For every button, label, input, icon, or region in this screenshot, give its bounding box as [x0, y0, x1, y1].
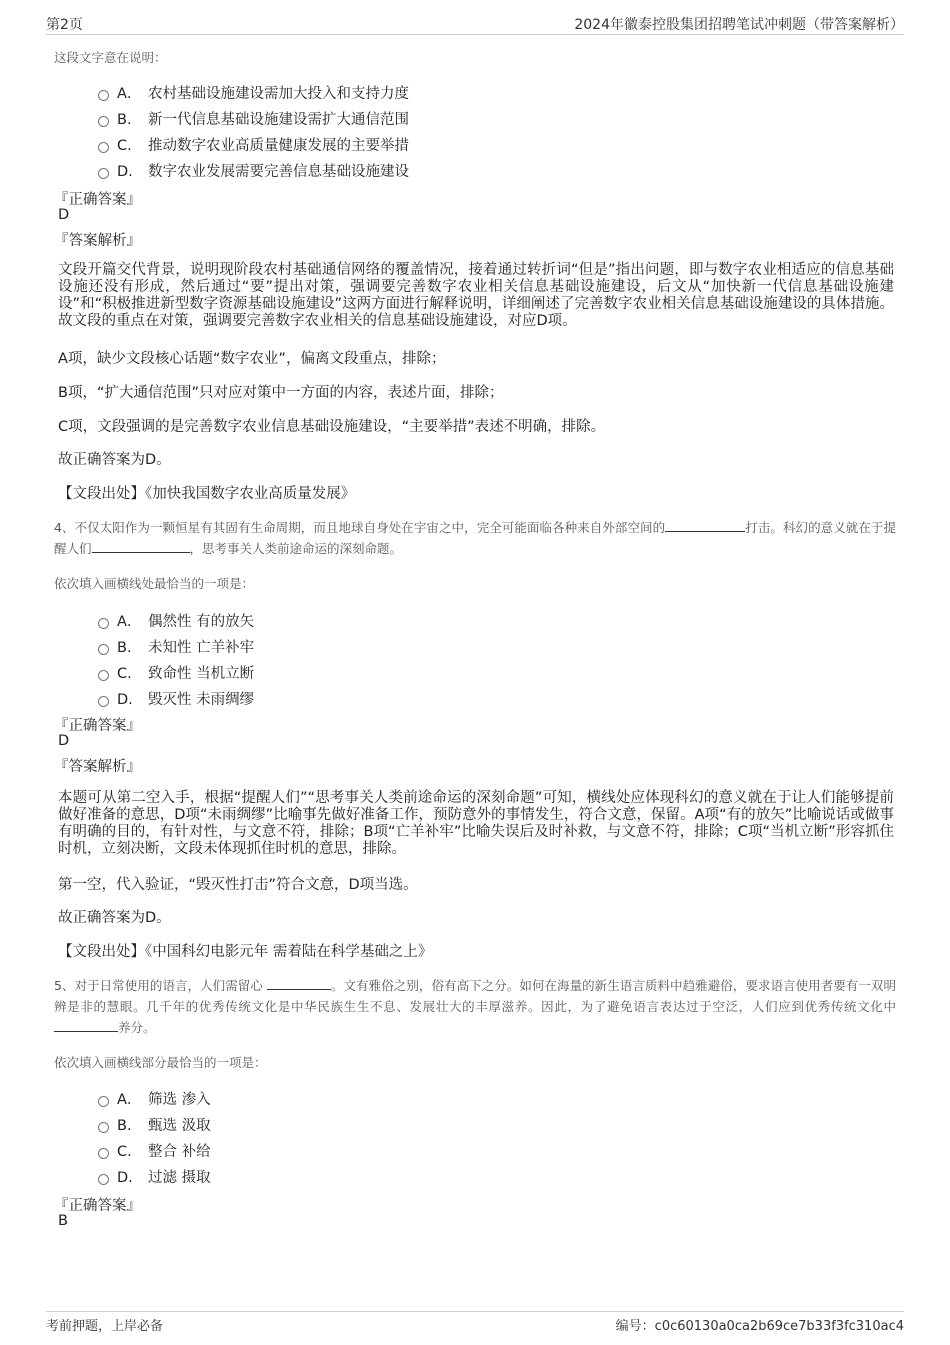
q4-analysis-label: 『答案解析』: [54, 759, 141, 775]
q3-analysis-paragraph: 文段开篇交代背景，说明现阶段农村基础通信网络的覆盖情况，接着通过转折词“但是”指出问题，即与数字农业相适应的信息基础设施还没有形成，然后通过“要”提出对策，强调要完善数字农业相关信息基础设施建设，后文从“加快新一代信息基础设施建设”和“积极推进新型数字资源基础设施建设”这两方面进行解释说明，详细阐述了完善数字农业相关信息基础设施建设的具体措施。故文段的重点在对策，强调要完善数字农业相关的信息基础设施建设，对应D项。: [58, 262, 894, 329]
q5-answer-label: 『正确答案』: [54, 1198, 141, 1214]
radio-icon[interactable]: [98, 618, 109, 629]
q4-option-a[interactable]: A． 偶然性 有的放矢: [98, 610, 254, 631]
fill-blank: [267, 977, 331, 990]
q4-analysis-paragraph: 故正确答案为D。: [58, 910, 171, 926]
radio-icon[interactable]: [98, 1122, 109, 1133]
q4-option-d[interactable]: D. 毁灭性 未雨绸缪: [98, 688, 254, 709]
q3-option-d[interactable]: D. 数字农业发展需要完善信息基础设施建设: [98, 160, 409, 181]
fill-blank: [54, 1019, 118, 1032]
q4-answer-label: 『正确答案』: [54, 718, 141, 734]
radio-icon[interactable]: [98, 168, 109, 179]
radio-icon[interactable]: [98, 116, 109, 127]
fill-blank: [92, 540, 190, 553]
q4-source: 【文段出处】《中国科幻电影元年 需着陆在科学基础之上》: [58, 944, 433, 960]
q3-answer-label: 『正确答案』: [54, 192, 141, 208]
q4-option-b[interactable]: B. 未知性 亡羊补牢: [98, 636, 254, 657]
q4-analysis-paragraph: 第一空，代入验证，“毁灭性打击”符合文意，D项当选。: [58, 877, 418, 893]
document-id: 编号：c0c60130a0ca2b69ce7b33f3fc310ac4: [615, 1319, 904, 1334]
radio-icon[interactable]: [98, 1096, 109, 1107]
page-footer: [46, 1311, 904, 1334]
q3-prompt: 这段文字意在说明：: [54, 50, 167, 65]
q3-source: 【文段出处】《加快我国数字农业高质量发展》: [58, 486, 356, 502]
q4-prompt: 依次填入画横线处最恰当的一项是：: [54, 576, 255, 591]
q3-analysis-paragraph: A项，缺少文段核心话题“数字农业”，偏离文段重点，排除；: [58, 351, 446, 367]
q5-answer: B: [58, 1213, 68, 1229]
q5-option-c[interactable]: C. 整合 补给: [98, 1140, 211, 1161]
q3-option-a[interactable]: A． 农村基础设施建设需加大投入和支持力度: [98, 82, 409, 103]
q3-analysis-label: 『答案解析』: [54, 233, 141, 249]
q3-answer: D: [58, 207, 70, 223]
radio-icon[interactable]: [98, 1174, 109, 1185]
fill-blank: [665, 519, 745, 532]
q3-analysis-paragraph: C项，文段强调的是完善数字农业信息基础设施建设，“主要举措”表述不明确，排除。: [58, 419, 606, 435]
q4-answer: D: [58, 733, 70, 749]
q5-option-a[interactable]: A． 筛选 渗入: [98, 1088, 211, 1109]
q5-option-d[interactable]: D. 过滤 摄取: [98, 1166, 211, 1187]
q3-analysis-paragraph: 故正确答案为D。: [58, 452, 171, 468]
q3-analysis-paragraph: B项，“扩大通信范围”只对应对策中一方面的内容，表述片面，排除；: [58, 385, 504, 401]
radio-icon[interactable]: [98, 90, 109, 101]
q5-stem: 5、对于日常使用的语言，人们需留心 。文有雅俗之别，俗有高下之分。如何在海量的新生语言质料中趋雅避俗，要求语言使用者要有一双明辨是非的慧眼。几千年的优秀传统文化是中华民族生生不息、发展壮大的丰厚滋养。因此，为了避免语言表达过于空泛，人们应到优秀传统文化中 养分。: [54, 978, 896, 1035]
page-header: [46, 14, 904, 35]
radio-icon[interactable]: [98, 696, 109, 707]
q3-option-b[interactable]: B. 新一代信息基础设施建设需扩大通信范围: [98, 108, 409, 129]
q4-analysis-paragraph: 本题可从第二空入手，根据“提醒人们”“思考事关人类前途命运的深刻命题”可知，横线处应体现科幻的意义就在于让人们能够提前做好准备的意思，D项“未雨绸缪”比喻事先做好准备工作，预防意外的事情发生，符合文意，保留。A项“有的放矢”比喻说话或做事有明确的目的，有针对性，与文意不符，排除；B项“亡羊补牢”比喻失误后及时补救，与文意不符，排除；C项“当机立断”形容抓住时机，立刻决断，文段未体现抓住时机的意思，排除。: [58, 790, 894, 857]
q4-stem: 4、不仅太阳作为一颗恒星有其固有生命周期，而且地球自身处在宇宙之中，完全可能面临各种来自外部空间的 打击。科幻的意义就在于提醒人们 ，思考事关人类前途命运的深刻命题。: [54, 520, 896, 556]
document-title: 2024年徽泰控股集团招聘笔试冲刺题（带答案解析）: [574, 17, 904, 33]
q5-prompt: 依次填入画横线部分最恰当的一项是：: [54, 1055, 267, 1070]
radio-icon[interactable]: [98, 1148, 109, 1159]
radio-icon[interactable]: [98, 670, 109, 681]
radio-icon[interactable]: [98, 142, 109, 153]
footer-slogan: 考前押题，上岸必备: [46, 1319, 164, 1334]
q5-option-b[interactable]: B. 甄选 汲取: [98, 1114, 211, 1135]
q4-option-c[interactable]: C. 致命性 当机立断: [98, 662, 254, 683]
radio-icon[interactable]: [98, 644, 109, 655]
q3-option-c[interactable]: C. 推动数字农业高质量健康发展的主要举措: [98, 134, 409, 155]
page-number: 第2页: [46, 17, 83, 33]
